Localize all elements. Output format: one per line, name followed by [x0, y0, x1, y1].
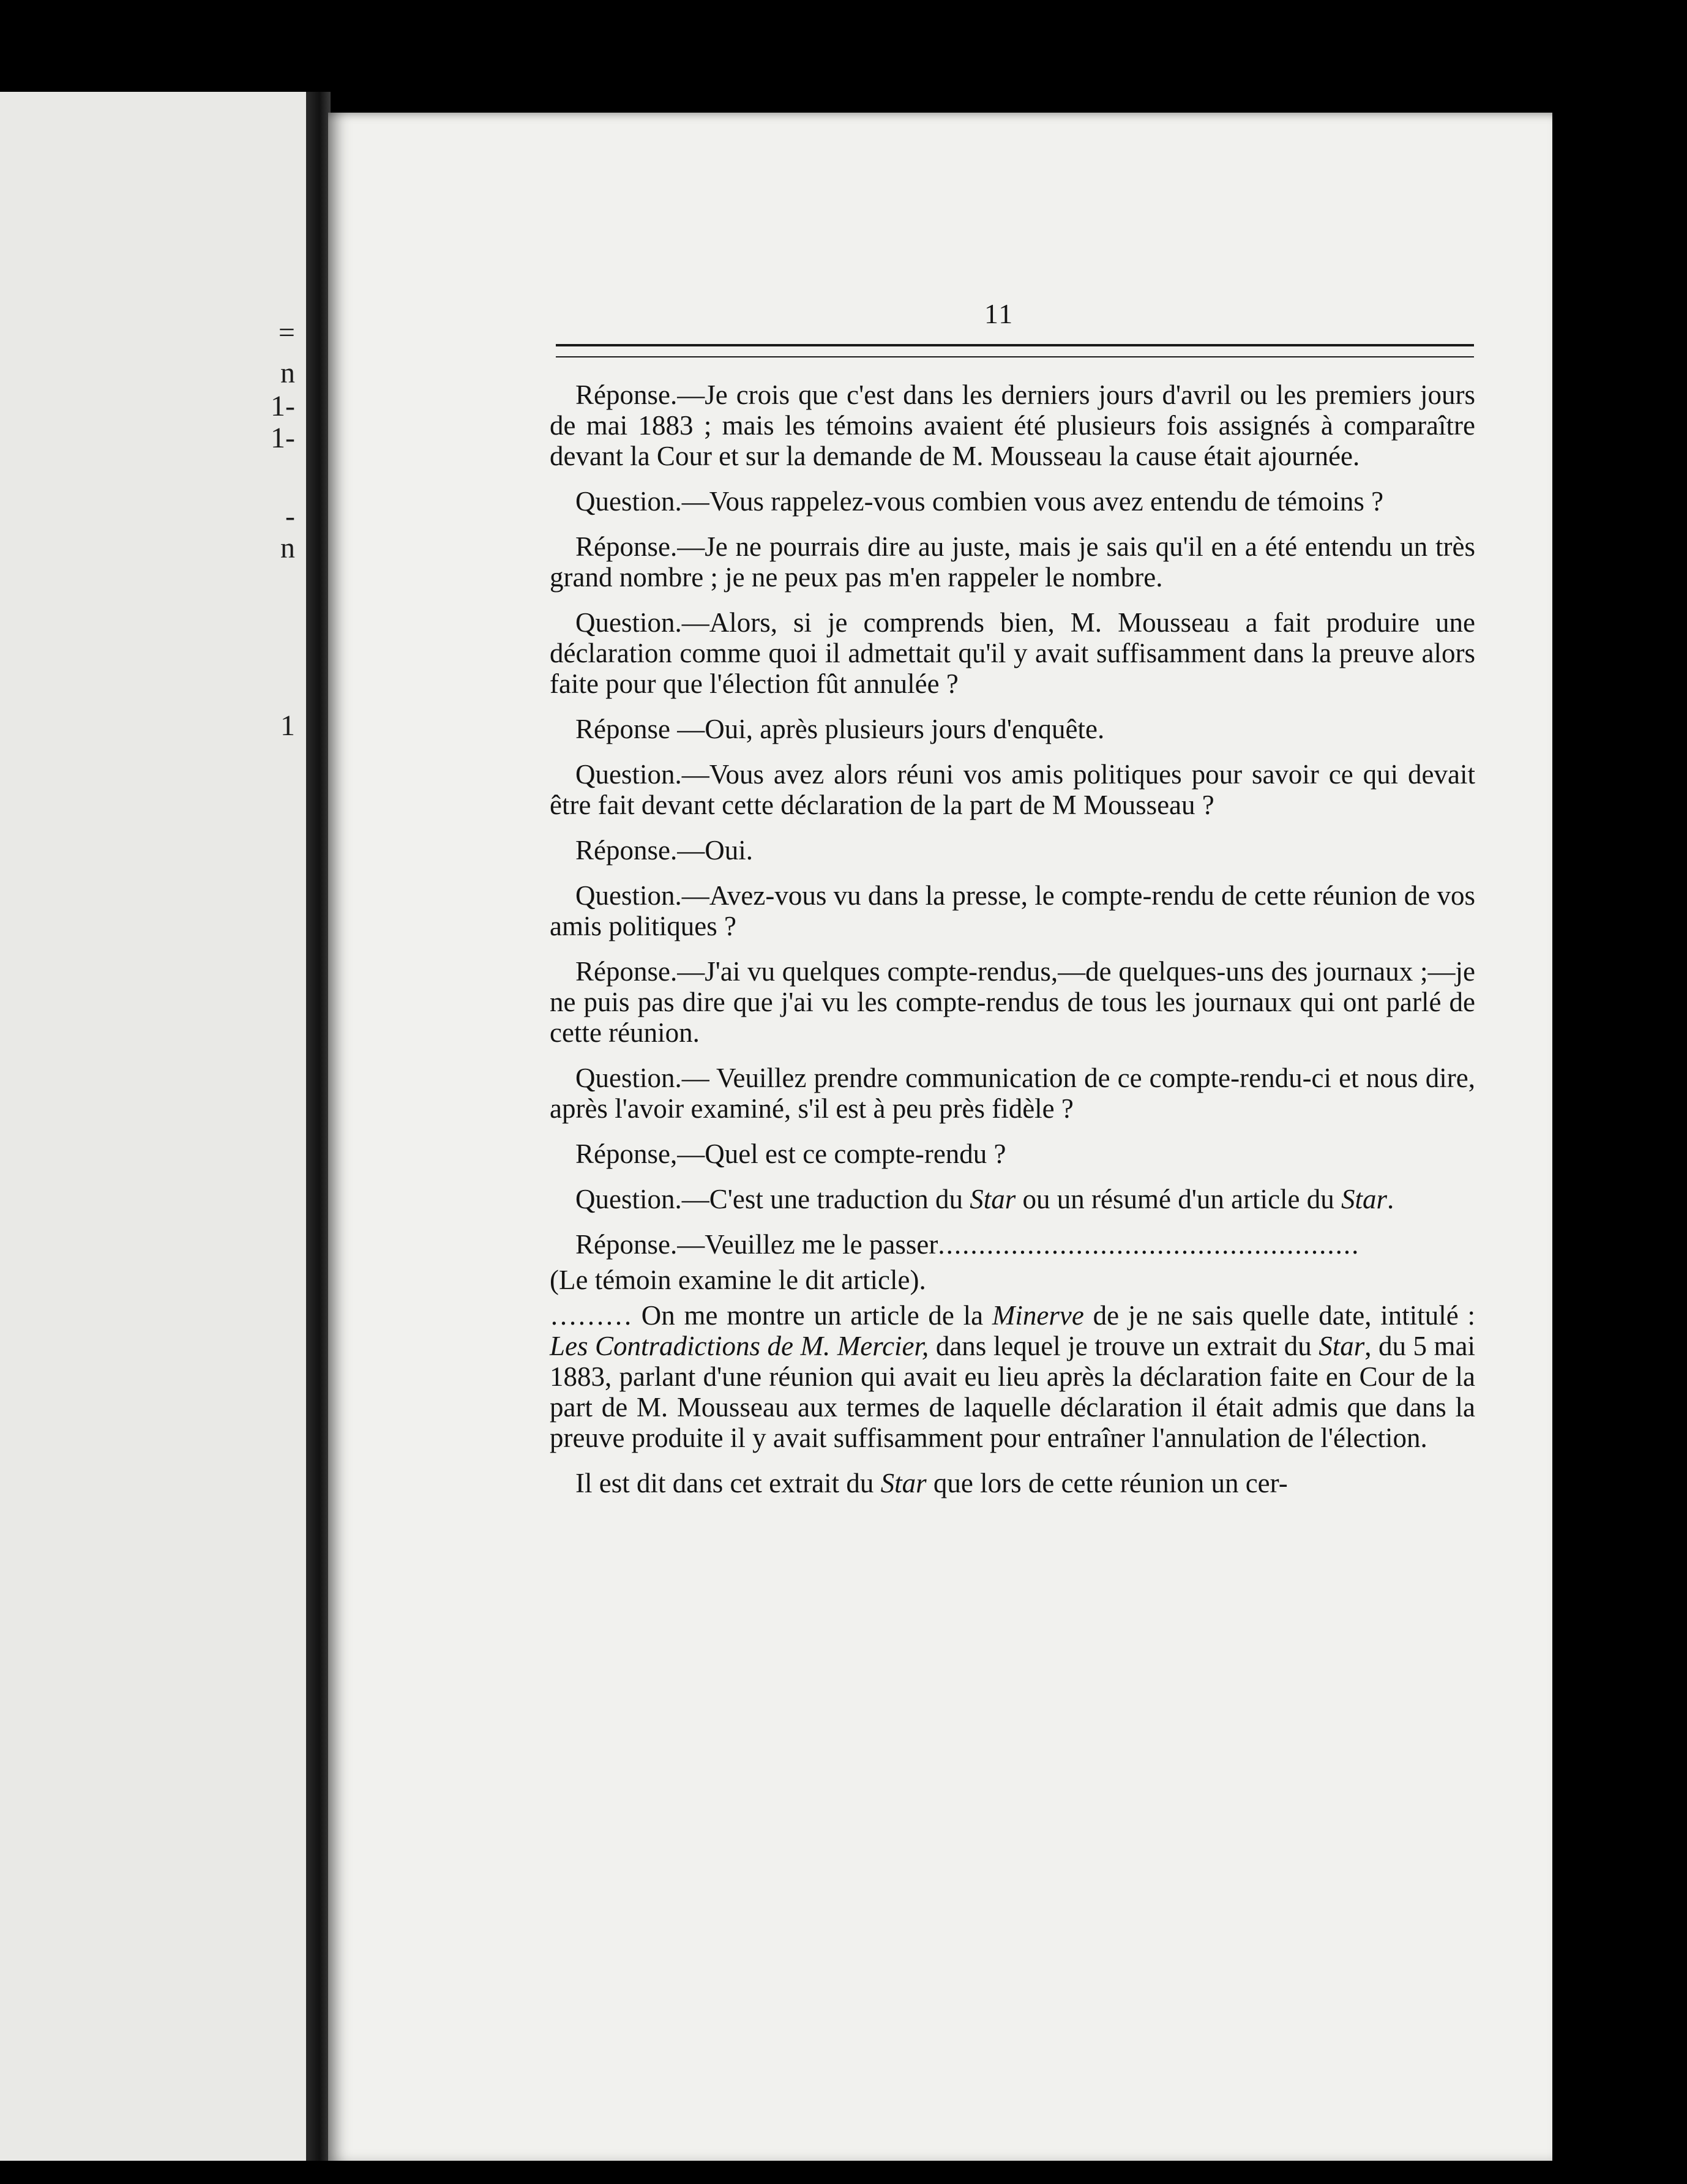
paragraph-question-6: Question.—C'est une traduction du Star ou un résumé d'un article du Star. — [575, 1184, 1394, 1214]
left-page-fragment: 1- — [271, 390, 295, 422]
paragraph-stage-direction: (Le témoin examine le dit article). — [550, 1265, 926, 1295]
paragraph-question-4: Question.—Avez-vous vu dans la presse, le compte-rendu de cette réunion de vos amis politiques ? — [550, 880, 1475, 941]
paragraph-question-1: Question.—Vous rappelez-vous combien vous avez entendu de témoins ? — [575, 486, 1384, 517]
paragraph-reponse-5: Réponse.—J'ai vu quelques compte-rendus,—de quelques-uns des journaux ;—je ne puis pas dire que j'ai vu les compte-rendus de tous les journaux qui ont parlé de cette réunion. — [550, 956, 1475, 1048]
left-page-fragment: n — [280, 357, 295, 389]
left-facing-page — [0, 92, 306, 2161]
paragraph-reponse-6: Réponse,—Quel est ce compte-rendu ? — [575, 1139, 1006, 1169]
paragraph-final: Il est dit dans cet extrait du Star que lors de cette réunion un cer- — [575, 1468, 1288, 1498]
paragraph-reponse-2: Réponse.—Je ne pourrais dire au juste, mais je sais qu'il en a été entendu un très grand nombre ; je ne peux pas m'en rappeler le nombre. — [550, 531, 1475, 593]
paragraph-question-2: Question.—Alors, si je comprends bien, M. Mousseau a fait produire une déclaration comme quoi il admettait qu'il y avait suffisamment dans la preuve alors faite pour que l'élection fût annulée ? — [550, 607, 1475, 699]
page-number: 11 — [984, 298, 1014, 329]
document-page — [328, 113, 1552, 2161]
left-page-fragment: 1- — [271, 422, 295, 454]
left-page-fragment: - — [285, 500, 295, 533]
paragraph-narrative: ……… On me montre un article de la Minerve de je ne sais quelle date, intitulé : Les Contradictions de M. Mercier, dans lequel je trouve un extrait du Star, du 5 mai 1883, parlant d'une réunion qui avait eu lieu après la déclaration faite en Cour de la part de M. Mousseau aux termes de laquelle déclaration il était admis que dans la preuve produite il y avait suffisamment pour entraîner l'annulation de l'élection. — [550, 1300, 1475, 1453]
book-gutter — [306, 92, 331, 2161]
paragraph-reponse-7: Réponse.—Veuillez me le passer.................................................... — [575, 1229, 1360, 1260]
paragraph-question-5: Question.— Veuillez prendre communication de ce compte-rendu-ci et nous dire, après l'avoir examiné, s'il est à peu près fidèle ? — [550, 1063, 1475, 1124]
paragraph-question-3: Question.—Vous avez alors réuni vos amis politiques pour savoir ce qui devait être fait devant cette déclaration de la part de M Mousseau ? — [550, 759, 1475, 820]
header-rule — [556, 344, 1474, 357]
paragraph-reponse-4: Réponse.—Oui. — [575, 835, 753, 866]
paragraph-reponse-1: Réponse.—Je crois que c'est dans les derniers jours d'avril ou les premiers jours de mai 1883 ; mais les témoins avaient été plusieurs fois assignés à comparaître devant la Cour et sur la demande de M. Mousseau la cause était ajournée. — [550, 380, 1475, 471]
left-page-fragment: 1 — [280, 709, 295, 742]
paragraph-reponse-3: Réponse —Oui, après plusieurs jours d'enquête. — [575, 714, 1105, 744]
left-page-fragment: n — [280, 532, 295, 564]
left-page-fragment: = — [278, 316, 295, 349]
body-text — [550, 380, 1475, 1513]
